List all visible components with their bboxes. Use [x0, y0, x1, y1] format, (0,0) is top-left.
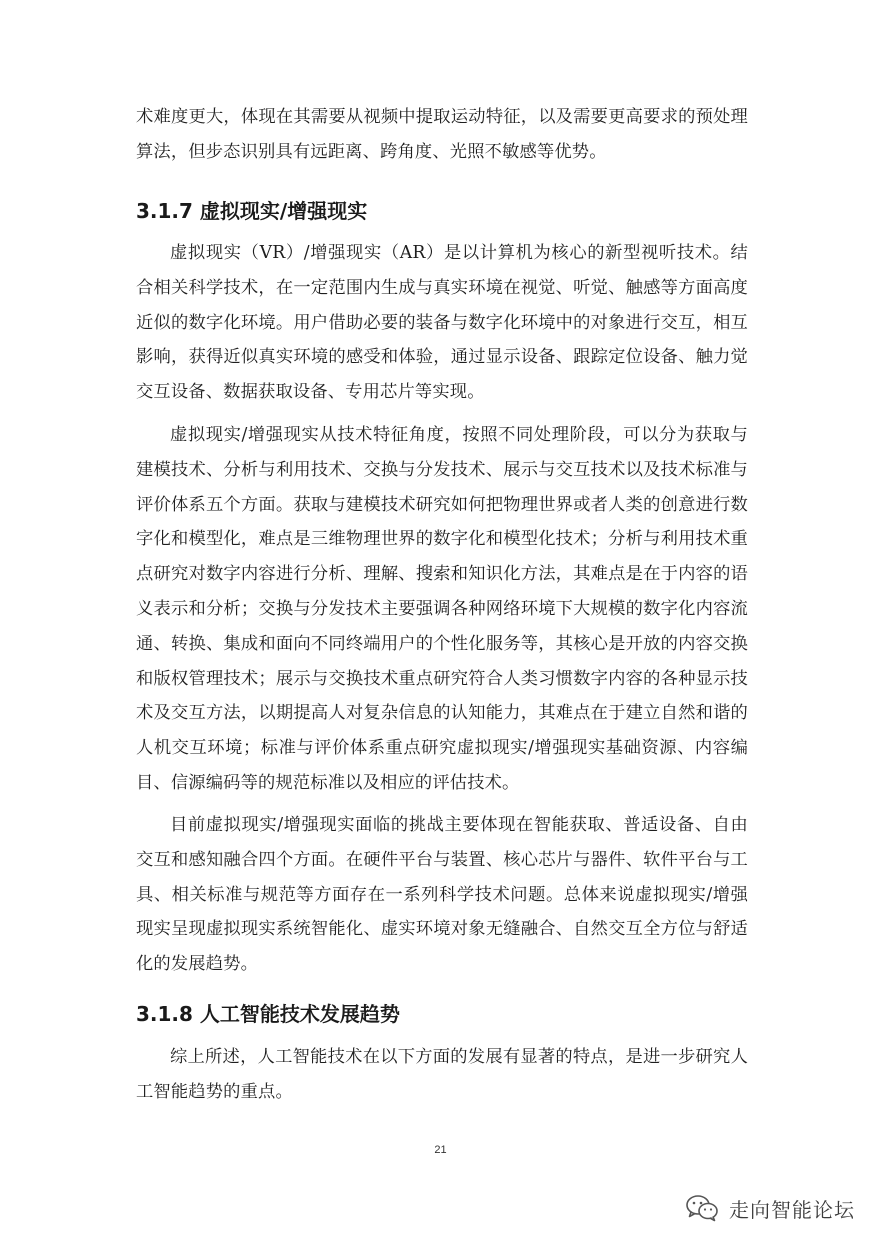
section-heading-3-1-8: 3.1.8 人工智能技术发展趋势: [136, 1002, 400, 1026]
paragraph-ai-trends-summary: 综上所述，人工智能技术在以下方面的发展有显著的特点，是进一步研究人工智能趋势的重点。: [136, 1047, 748, 1102]
section-heading-3-1-7: 3.1.7 虚拟现实/增强现实: [136, 199, 368, 223]
page-number: 21: [434, 1144, 447, 1156]
wechat-icon: [685, 1194, 719, 1222]
paragraph-vr-ar-techniques: 虚拟现实/增强现实从技术特征角度，按照不同处理阶段，可以分为获取与建模技术、分析与利用技术、交换与分发技术、展示与交互技术以及技术标准与评价体系五个方面。获取与建模技术研究如何把物理世界或者人类的创意进行数字化和模型化，难点是三维物理世界的数字化和模型化技术；分析与利用技术重点研究对数字内容进行分析、理解、搜索和知识化方法，其难点是在于内容的语义表示和分析；交换与分发技术主要强调各种网络环境下大规模的数字化内容流通、转换、集成和面向不同终端用户的个性化服务等，其核心是开放的内容交换和版权管理技术；展示与交换技术重点研究符合人类习惯数字内容的各种显示技术及交互方法，以期提高人对复杂信息的认知能力，其难点在于建立自然和谐的人机交互环境；标准与评价体系重点研究虚拟现实/增强现实基础资源、内容编目、信源编码等的规范标准以及相应的评估技术。: [136, 425, 748, 793]
watermark: [685, 1191, 855, 1225]
paragraph-continuation: 术难度更大，体现在其需要从视频中提取运动特征，以及需要更高要求的预处理算法，但步态识别具有远距离、跨角度、光照不敏感等优势。: [136, 107, 748, 162]
paragraph-vr-ar-intro: 虚拟现实（VR）/增强现实（AR）是以计算机为核心的新型视听技术。结合相关科学技术，在一定范围内生成与真实环境在视觉、听觉、触感等方面高度近似的数字化环境。用户借助必要的装备与数字化环境中的对象进行交互，相互影响，获得近似真实环境的感受和体验，通过显示设备、跟踪定位设备、触力觉交互设备、数据获取设备、专用芯片等实现。: [136, 243, 748, 403]
watermark-text: 走向智能论坛: [729, 1197, 855, 1222]
paragraph-vr-ar-challenges: 目前虚拟现实/增强现实面临的挑战主要体现在智能获取、普适设备、自由交互和感知融合四个方面。在硬件平台与装置、核心芯片与器件、软件平台与工具、相关标准与规范等方面存在一系列科学技术问题。总体来说虚拟现实/增强现实呈现虚拟现实系统智能化、虚实环境对象无缝融合、自然交互全方位与舒适化的发展趋势。: [136, 815, 748, 975]
